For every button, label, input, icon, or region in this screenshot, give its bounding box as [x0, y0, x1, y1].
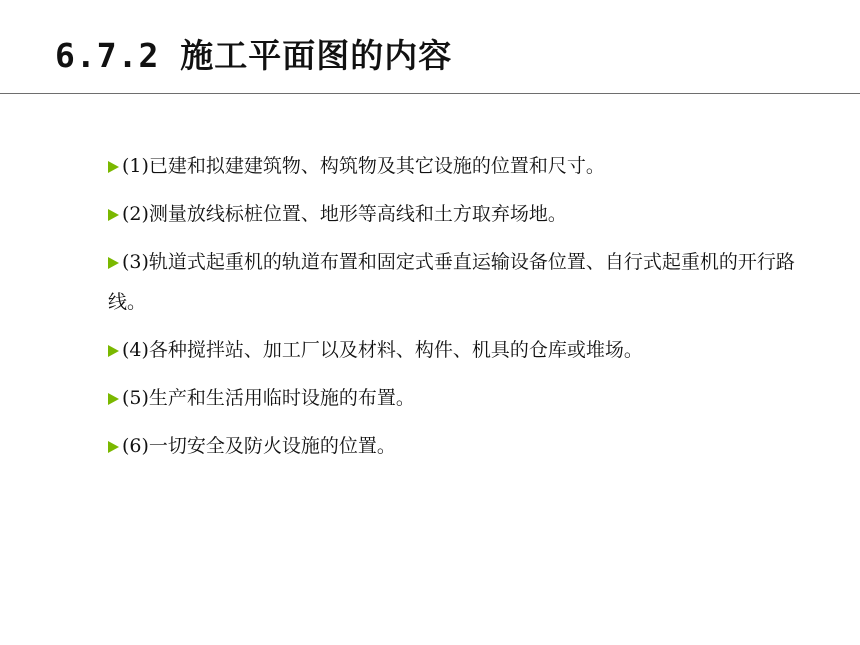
title-text: 施工平面图的内容 — [180, 36, 453, 75]
slide-title — [55, 34, 452, 78]
bullet-text-6: (6)一切安全及防火设施的位置。 — [122, 435, 396, 457]
bullet-text-5: (5)生产和生活用临时设施的布置。 — [122, 387, 415, 409]
green-arrow-icon — [108, 345, 119, 357]
green-arrow-icon — [108, 441, 119, 453]
bullet-text-2: (2)测量放线标桩位置、地形等高线和土方取弃场地。 — [122, 203, 567, 225]
bullet-item-4 — [108, 330, 808, 370]
bullet-item-6 — [108, 426, 808, 466]
bullet-item-5 — [108, 378, 808, 418]
bullet-text-1: (1)已建和拟建建筑物、构筑物及其它设施的位置和尺寸。 — [122, 155, 605, 177]
green-arrow-icon — [108, 161, 119, 173]
bullet-item-2 — [108, 194, 808, 234]
title-number: 6.7.2 — [55, 36, 160, 75]
green-arrow-icon — [108, 257, 119, 269]
bullet-item-1 — [108, 146, 808, 186]
bullet-text-4: (4)各种搅拌站、加工厂以及材料、构件、机具的仓库或堆场。 — [122, 339, 643, 361]
bullet-text-3: (3)轨道式起重机的轨道布置和固定式垂直运输设备位置、自行式起重机的开行路线。 — [108, 251, 795, 313]
green-arrow-icon — [108, 393, 119, 405]
title-divider — [0, 93, 860, 94]
green-arrow-icon — [108, 209, 119, 221]
content-bullet-list — [108, 146, 808, 474]
bullet-item-3 — [108, 242, 808, 322]
